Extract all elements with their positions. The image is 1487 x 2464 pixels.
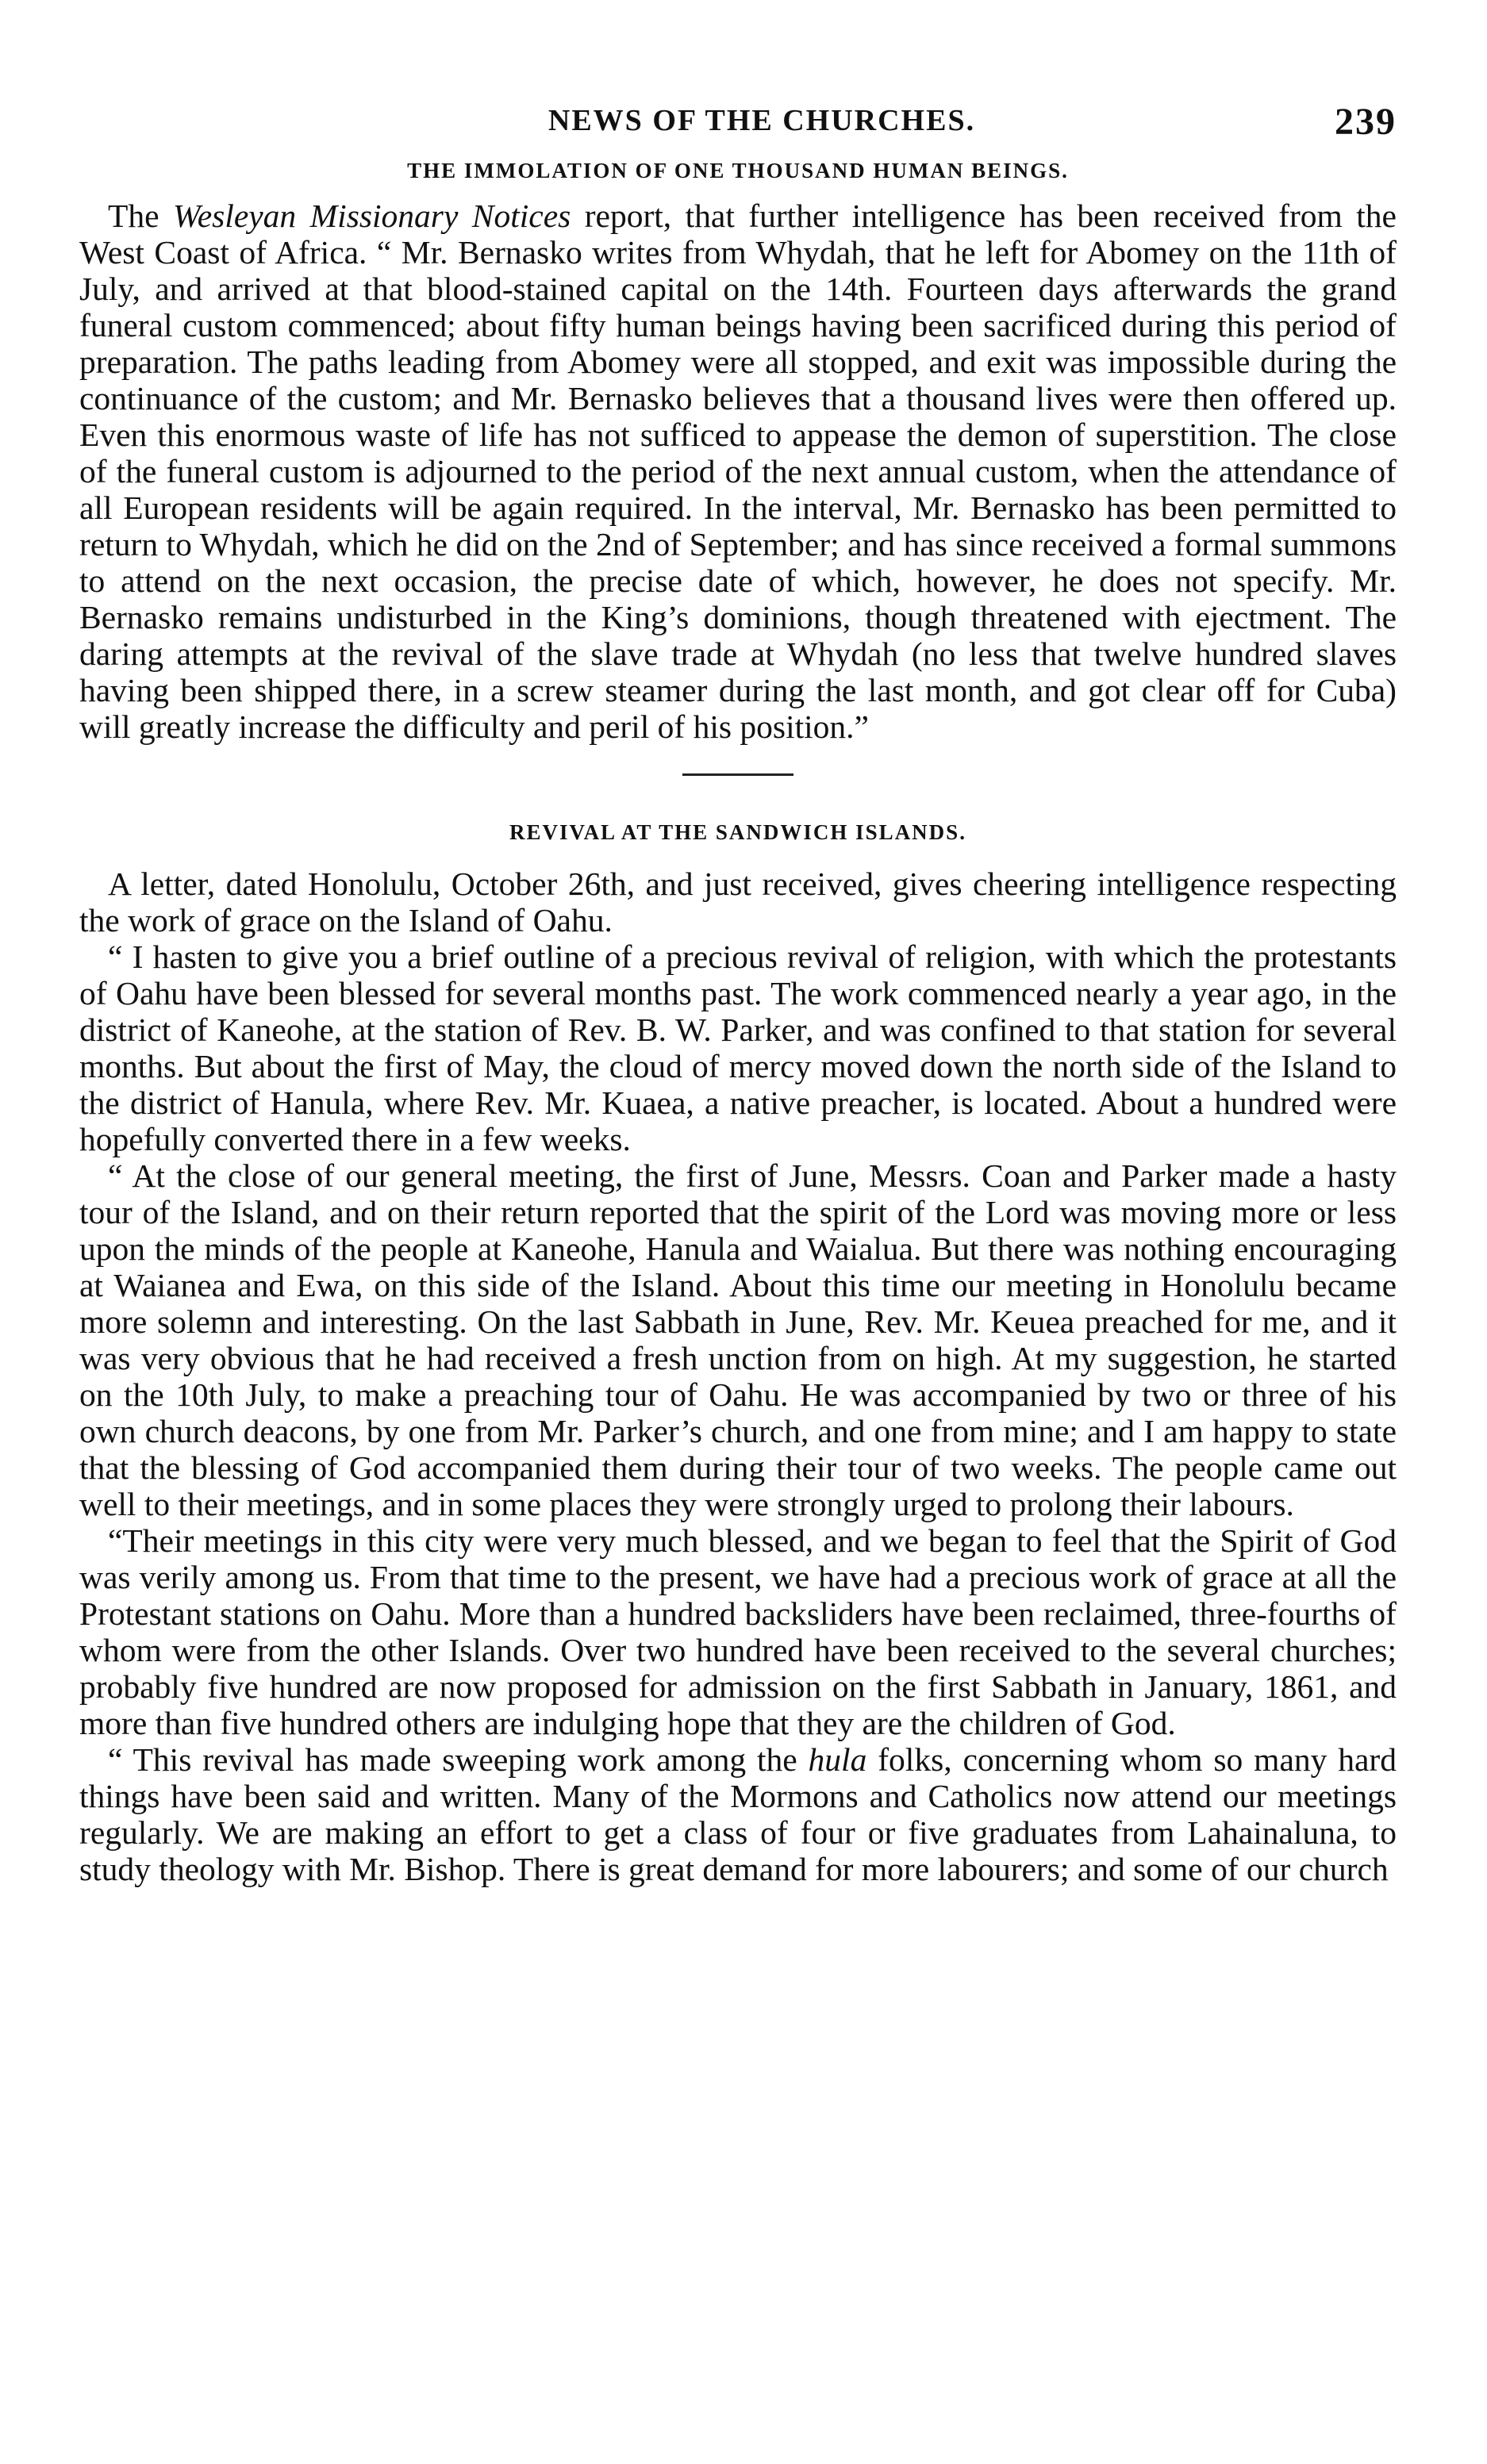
article-revival	[79, 820, 1397, 1887]
running-head-title: NEWS OF THE CHURCHES.	[548, 104, 976, 137]
paragraph-text: The	[108, 198, 173, 234]
paragraph-text: folks, concerning whom so many hard things have been said and written. Many of the Mormons and Catholics now attend our meetings regularly. We are making an effort to get a class of four or five graduates from Lahainaluna, to study theology with Mr. Bishop. There is great demand for more labourers; and some of our church	[79, 1741, 1397, 1887]
section-divider	[682, 773, 793, 776]
article-heading: REVIVAL AT THE SANDWICH ISLANDS.	[509, 820, 966, 844]
article-paragraph: “Their meetings in this city were very much blessed, and we began to feel that the Spirit of God was verily among us. From that time to the present, we have had a precious work of grace at all the Protestant stations on Oahu. More than a hundred backsliders have been reclaimed, three-fourths of whom were from the other Islands. Over two hundred have been received to the several churches; probably five hundred are now proposed for admission on the first Sabbath in January, 1861, and more than five hundred others are indulging hope that they are the children of God.	[79, 1522, 1397, 1741]
paragraph-text: “ This revival has made sweeping work among the	[108, 1741, 809, 1778]
article-paragraph	[79, 198, 1397, 745]
paragraph-text: report, that further intelligence has been received from the West Coast of Africa. “ Mr. Bernasko writes from Whydah, that he left for Abomey on the 11th of July, and arrived at that blood-stained capital on the 14th. Fourteen days afterwards the grand funeral custom commenced; about fifty human beings having been sacrificed during this period of preparation. The paths leading from Abomey were all stopped, and exit was impossible during the continuance of the custom; and Mr. Bernasko believes that a thousand lives were then offered up. Even this enormous waste of life has not sufficed to appease the demon of superstition. The close of the funeral custom is adjourned to the period of the next annual custom, when the attendance of all European residents will be again required. In the interval, Mr. Bernasko has been permitted to return to Whydah, which he did on the 2nd of September; and has since received a formal summons to attend on the next occasion, the precise date of which, however, he does not specify. Mr. Bernasko remains undisturbed in the King’s dominions, though threatened with ejectment. The daring attempts at the revival of the slave trade at Whydah (no less that twelve hundred slaves having been shipped there, in a screw steamer during the last month, and got clear off for Cuba) will greatly increase the difficulty and peril of his position.”	[79, 198, 1397, 745]
article-paragraph: “ I hasten to give you a brief outline of a precious revival of religion, with which the protestants of Oahu have been blessed for several months past. The work commenced nearly a year ago, in the district of Kaneohe, at the station of Rev. B. W. Parker, and was confined to that station for several months. But about the first of May, the cloud of mercy moved down the north side of the Island to the district of Hanula, where Rev. Mr. Kuaea, a native preacher, is located. About a hundred were hopefully converted there in a few weeks.	[79, 938, 1397, 1157]
article-paragraph	[79, 1741, 1397, 1887]
article-immolation	[79, 159, 1397, 745]
article-heading: THE IMMOLATION OF ONE THOUSAND HUMAN BEINGS.	[407, 159, 1069, 182]
page-number: 239	[1335, 101, 1397, 143]
italic-term: hula	[808, 1741, 867, 1778]
page	[79, 103, 1397, 1887]
article-paragraph: A letter, dated Honolulu, October 26th, and just received, gives cheering intelligence respecting the work of grace on the Island of Oahu.	[79, 865, 1397, 938]
running-head	[79, 103, 1397, 159]
article-paragraph: “ At the close of our general meeting, the first of June, Messrs. Coan and Parker made a hasty tour of the Island, and on their return reported that the spirit of the Lord was moving more or less upon the minds of the people at Kaneohe, Hanula and Waialua. But there was nothing encouraging at Waianea and Ewa, on this side of the Island. About this time our meeting in Honolulu became more solemn and interesting. On the last Sabbath in June, Rev. Mr. Keuea preached for me, and it was very obvious that he had received a fresh unction from on high. At my suggestion, he started on the 10th July, to make a preaching tour of Oahu. He was accompanied by two or three of his own church deacons, by one from Mr. Parker’s church, and one from mine; and I am happy to state that the blessing of God accompanied them during their tour of two weeks. The people came out well to their meetings, and in some places they were strongly urged to prolong their labours.	[79, 1157, 1397, 1522]
publication-title: Wesleyan Missionary Notices	[172, 198, 571, 234]
